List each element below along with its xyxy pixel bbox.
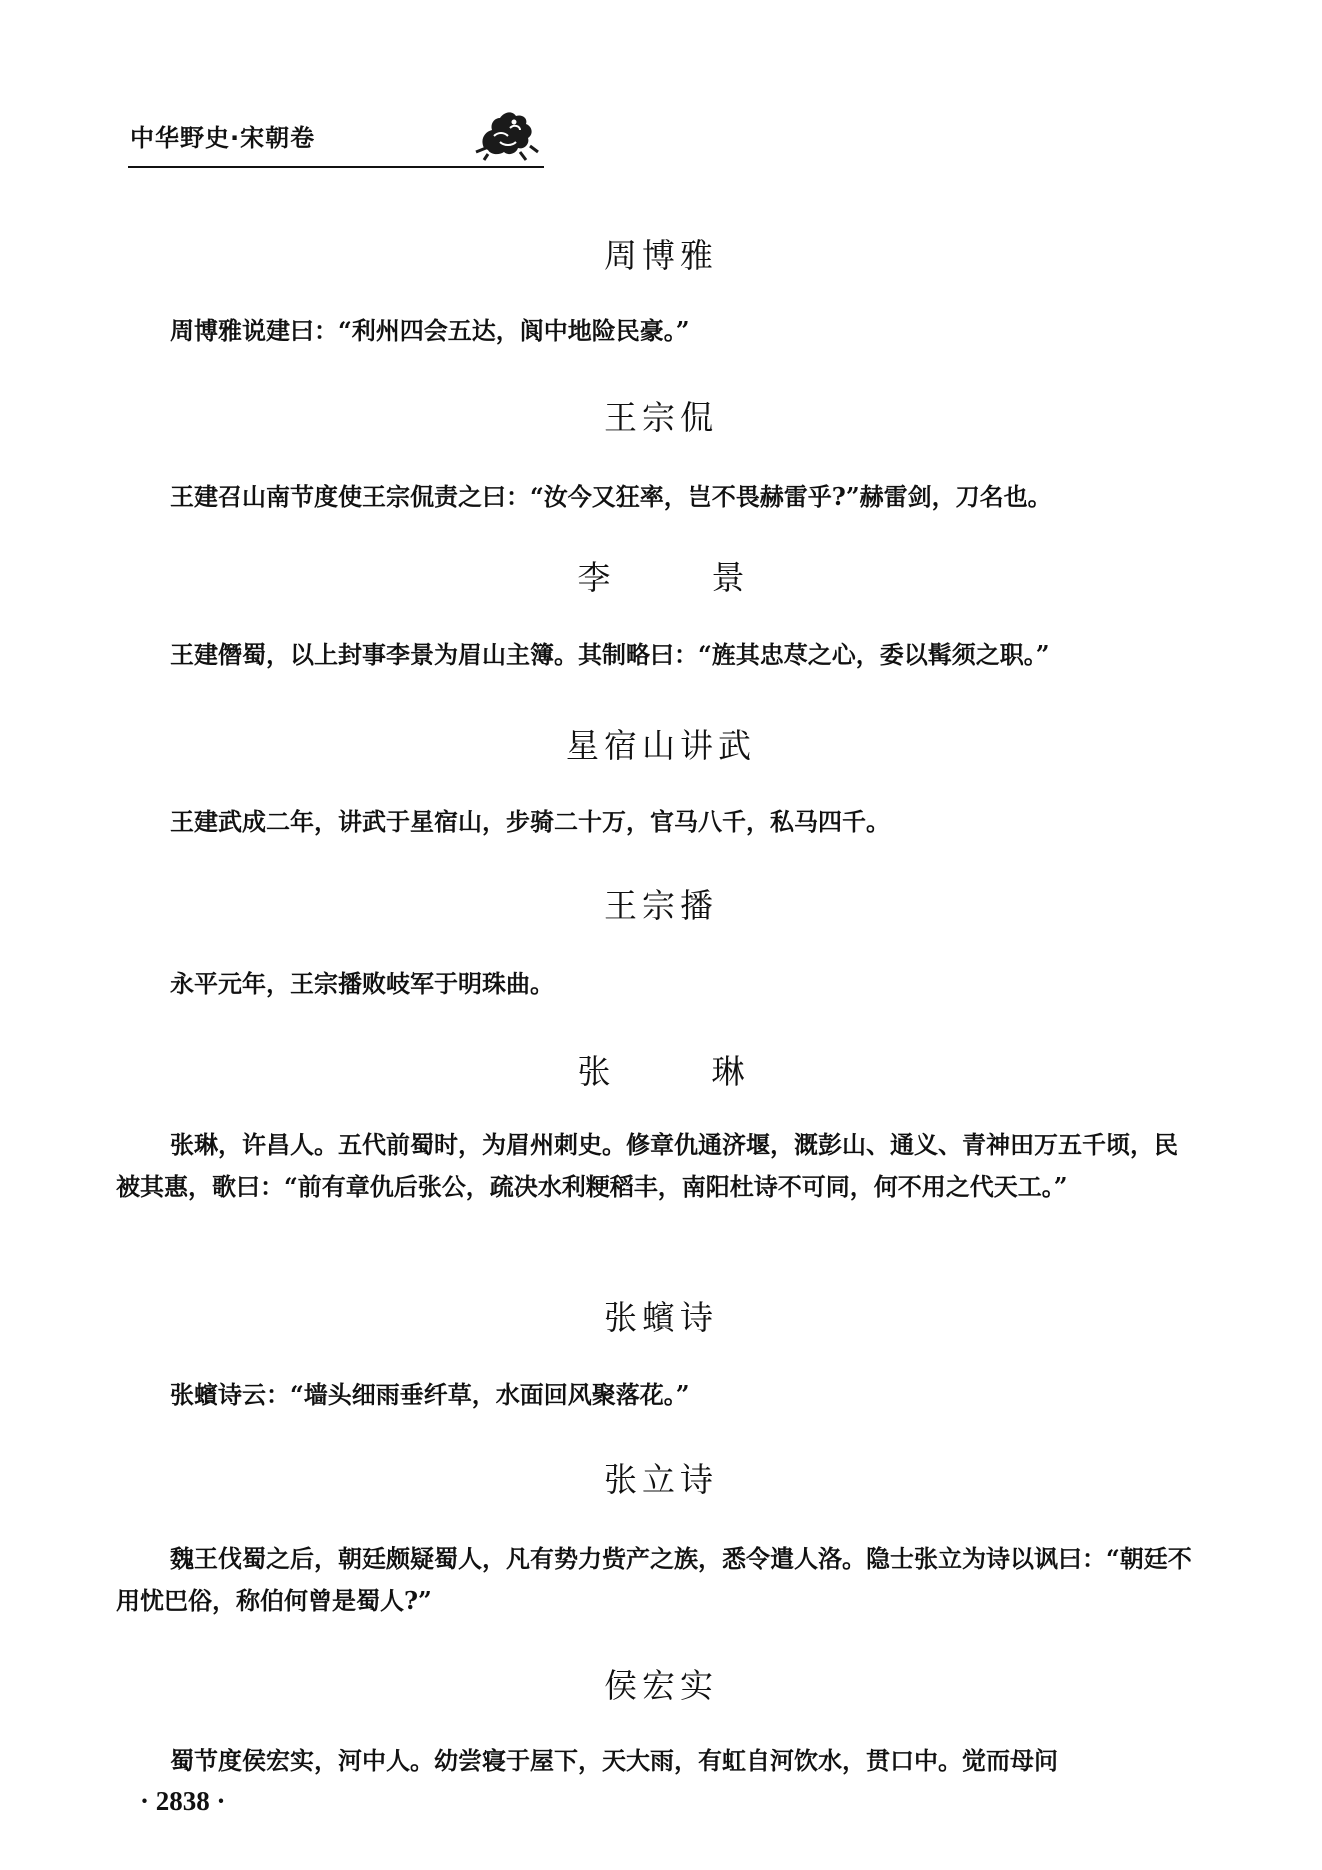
dragon-emblem-icon	[470, 102, 542, 164]
section-title: 张 琳	[577, 1052, 779, 1091]
section-title: 张立诗	[604, 1460, 718, 1499]
section-title: 侯宏实	[604, 1666, 718, 1705]
section-text: 蜀节度侯宏实，河中人。幼尝寝于屋下，天大雨，有虹自河饮水，贯口中。觉而母问	[170, 1746, 1058, 1775]
section-text: 王建武成二年，讲武于星宿山，步骑二十万，官马八千，私马四千。	[170, 807, 890, 836]
section-text: 张琳，许昌人。五代前蜀时，为眉州刺史。修章仇通济堰，溉彭山、通义、青神田万五千顷，民被其惠，歌曰：“前有章仇后张公，疏决水利粳稻丰，南阳杜诗不可同，何不用之代天工。”	[116, 1130, 1178, 1201]
section-text: 张蠙诗云：“墙头细雨垂纤草，水面回风聚落花。”	[170, 1380, 690, 1409]
section-title: 张蠙诗	[604, 1298, 718, 1337]
section-text: 魏王伐蜀之后，朝廷颇疑蜀人，凡有势力赀产之族，悉令遣人洛。隐士张立为诗以讽曰：“朝廷不用忧巴俗，称伯何曾是蜀人?”	[116, 1544, 1192, 1615]
section-text: 周博雅说建曰：“利州四会五达，阆中地险民豪。”	[170, 316, 690, 345]
page-number: · 2838 ·	[140, 1786, 226, 1816]
section-title: 王宗侃	[604, 398, 718, 437]
section-title: 王宗播	[604, 886, 718, 925]
running-header-title: 中华野史·宋朝卷	[130, 124, 316, 152]
section-title: 李 景	[577, 558, 779, 597]
section-title: 周博雅	[604, 236, 718, 275]
section-text: 永平元年，王宗播败岐军于明珠曲。	[170, 969, 554, 998]
header-rule	[128, 166, 544, 168]
section-title: 星宿山讲武	[566, 726, 756, 765]
section-text: 王建僭蜀，以上封事李景为眉山主簿。其制略曰：“旌其忠荩之心，委以髯须之职。”	[170, 640, 1050, 669]
section-text: 王建召山南节度使王宗侃责之曰：“汝今又狂率，岂不畏赫雷乎?”赫雷剑，刀名也。	[170, 482, 1052, 511]
